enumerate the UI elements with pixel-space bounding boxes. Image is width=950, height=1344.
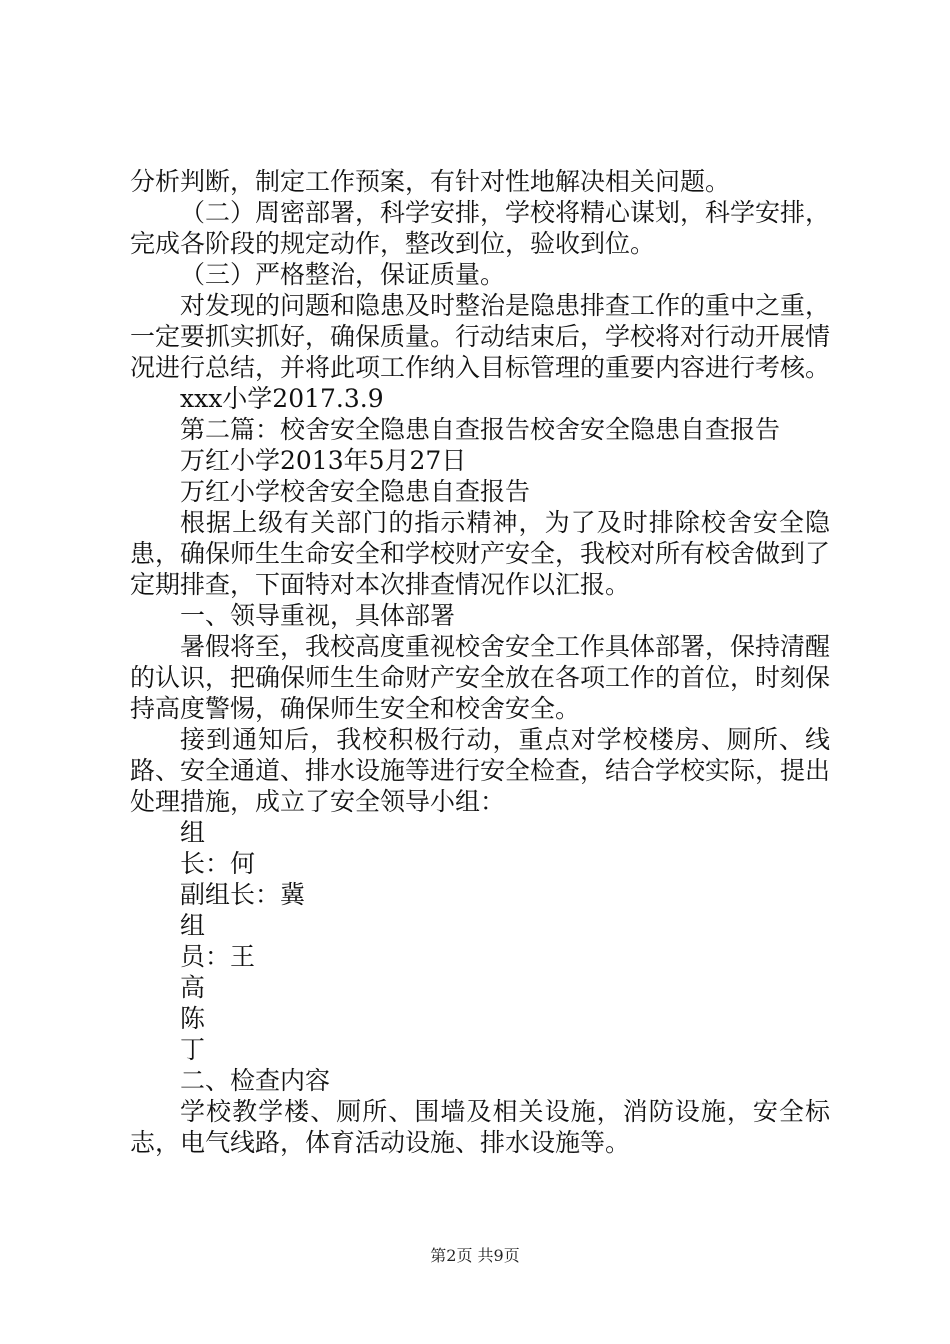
paragraph-7: 万红小学2013年5月27日 xyxy=(180,446,467,475)
paragraph-5: xxx小学2017.3.9 xyxy=(180,384,384,413)
document-body xyxy=(130,166,830,1158)
paragraph-19: 陈 xyxy=(180,1004,206,1033)
page-footer: 第2页 共9页 xyxy=(430,1246,520,1265)
paragraph-1: 分析判断，制定工作预案，有针对性地解决相关问题。 xyxy=(130,167,731,196)
paragraph-2: （二）周密部署，科学安排，学校将精心谋划，科学安排，完成各阶段的规定动作，整改到位，验收到位。 xyxy=(130,198,831,258)
paragraph-17: 员：王 xyxy=(180,942,256,971)
paragraph-18: 高 xyxy=(180,973,206,1002)
paragraph-12: 接到通知后，我校积极行动，重点对学校楼房、厕所、线路、安全通道、排水设施等进行安全检查，结合学校实际，提出处理措施，成立了安全领导小组： xyxy=(130,725,831,816)
paragraph-14: 长：何 xyxy=(180,849,256,878)
paragraph-8: 万红小学校舍安全隐患自查报告 xyxy=(180,477,531,506)
paragraph-4: 对发现的问题和隐患及时整治是隐患排查工作的重中之重，一定要抓实抓好，确保质量。行动结束后，学校将对行动开展情况进行总结，并将此项工作纳入目标管理的重要内容进行考核。 xyxy=(130,291,831,382)
paragraph-22: 学校教学楼、厕所、围墙及相关设施，消防设施，安全标志，电气线路，体育活动设施、排水设施等。 xyxy=(130,1097,830,1157)
paragraph-3: （三）严格整治，保证质量。 xyxy=(180,260,506,289)
paragraph-21: 二、检查内容 xyxy=(180,1066,331,1095)
paragraph-13: 组 xyxy=(180,818,206,847)
paragraph-6: 第二篇：校舍安全隐患自查报告校舍安全隐患自查报告 xyxy=(180,415,781,444)
paragraph-10: 一、领导重视，具体部署 xyxy=(180,601,456,630)
paragraph-15: 副组长：冀 xyxy=(180,880,306,909)
paragraph-11: 暑假将至，我校高度重视校舍安全工作具体部署，保持清醒的认识，把确保师生生命财产安全放在各项工作的首位，时刻保持高度警惕，确保师生安全和校舍安全。 xyxy=(130,632,831,723)
paragraph-16: 组 xyxy=(180,911,206,940)
paragraph-9: 根据上级有关部门的指示精神，为了及时排除校舍安全隐患，确保师生生命安全和学校财产安全，我校对所有校舍做到了定期排查，下面特对本次排查情况作以汇报。 xyxy=(130,508,831,599)
paragraph-20: 丁 xyxy=(180,1035,206,1064)
